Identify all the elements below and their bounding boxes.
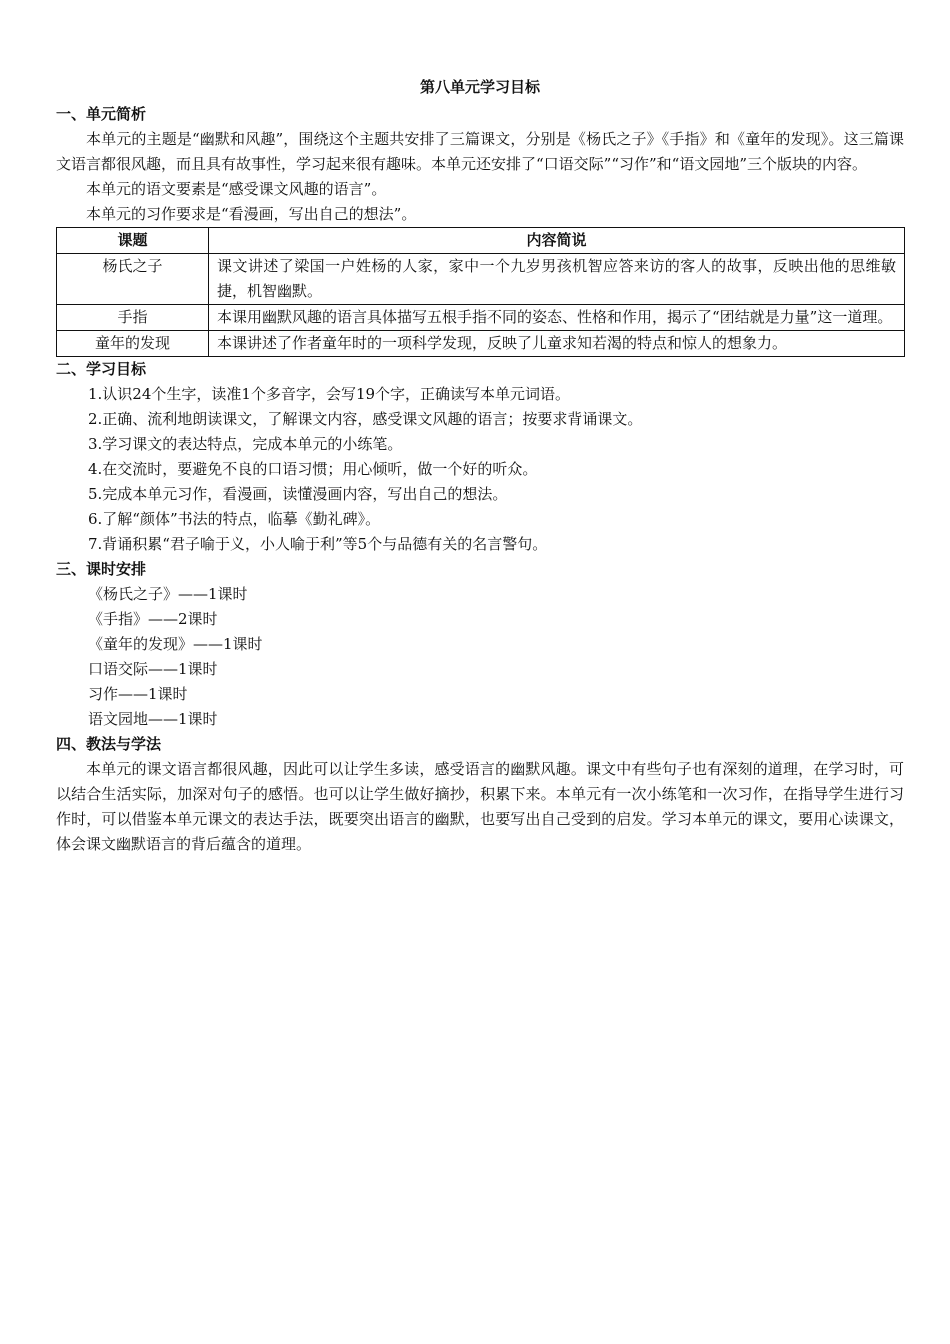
writing-requirement-paragraph: 本单元的习作要求是“看漫画，写出自己的想法”。 (86, 205, 417, 223)
list-item: 7.背诵积累“君子喻于义，小人喻于利”等5个与品德有关的名言警句。 (88, 535, 548, 553)
class-hours-list (56, 582, 904, 732)
table-row (57, 305, 905, 331)
section-heading-unit-analysis: 一、单元简析 (56, 105, 147, 123)
column-header-title: 课题 (57, 228, 209, 254)
table-header-row (57, 228, 905, 254)
list-item: 1.认识24个生字，读准1个多音字，会写19个字，正确读写本单元词语。 (88, 385, 571, 403)
learning-goals-list (56, 382, 904, 557)
list-item: 习作——1课时 (88, 685, 188, 703)
table-row (57, 331, 905, 357)
section-heading-schedule: 三、课时安排 (56, 560, 147, 578)
unit-analysis-paragraph: 本单元的主题是“幽默和风趣”，围绕这个主题共安排了三篇课文，分别是《杨氏之子》《手指》和《童年的发现》。这三篇课文语言都很风趣，而且具有故事性，学习起来很有趣味。本单元还安排了“口语交际”“习作”和“语文园地”三个版块的内容。 (56, 130, 904, 173)
list-item: 语文园地——1课时 (88, 710, 218, 728)
list-item: 6.了解“颜体”书法的特点，临摹《勤礼碑》。 (88, 510, 381, 528)
methods-paragraph: 本单元的课文语言都很风趣，因此可以让学生多读，感受语言的幽默风趣。课文中有些句子也有深刻的道理，在学习时，可以结合生活实际，加深对句子的感悟。也可以让学生做好摘抄，积累下来。本单元有一次小练笔和一次习作，在指导学生进行习作时，可以借鉴本单元课文的表达手法，既要突出语言的幽默，也要写出自己受到的启发。学习本单元的课文，要用心读课文，体会课文幽默语言的背后蕴含的道理。 (56, 760, 904, 853)
lesson-title-cell: 童年的发现 (57, 331, 209, 357)
lesson-title-cell: 杨氏之子 (57, 254, 209, 305)
list-item: 4.在交流时，要避免不良的口语习惯；用心倾听，做一个好的听众。 (88, 460, 538, 478)
list-item: 《杨氏之子》——1课时 (88, 585, 248, 603)
list-item: 《童年的发现》——1课时 (88, 635, 263, 653)
list-item: 2.正确、流利地朗读课文，了解课文内容，感受课文风趣的语言；按要求背诵课文。 (88, 410, 643, 428)
document-page (56, 74, 904, 857)
language-element-paragraph: 本单元的语文要素是“感受课文风趣的语言”。 (86, 180, 387, 198)
lesson-summary-cell: 本课用幽默风趣的语言具体描写五根手指不同的姿态、性格和作用，揭示了“团结就是力量”这一道理。 (209, 305, 905, 331)
table-row (57, 254, 905, 305)
list-item: 《手指》——2课时 (88, 610, 218, 628)
list-item: 口语交际——1课时 (88, 660, 218, 678)
lesson-summary-cell: 课文讲述了梁国一户姓杨的人家，家中一个九岁男孩机智应答来访的客人的故事，反映出他的思维敏捷，机智幽默。 (209, 254, 905, 305)
section-heading-methods: 四、教法与学法 (56, 735, 162, 753)
column-header-summary: 内容简说 (209, 228, 905, 254)
lesson-summary-cell: 本课讲述了作者童年时的一项科学发现，反映了儿童求知若渴的特点和惊人的想象力。 (209, 331, 905, 357)
lesson-summary-table (56, 227, 905, 357)
section-heading-learning-goals: 二、学习目标 (56, 360, 147, 378)
list-item: 3.学习课文的表达特点，完成本单元的小练笔。 (88, 435, 403, 453)
document-title: 第八单元学习目标 (419, 78, 540, 96)
list-item: 5.完成本单元习作，看漫画，读懂漫画内容，写出自己的想法。 (88, 485, 508, 503)
lesson-title-cell: 手指 (57, 305, 209, 331)
